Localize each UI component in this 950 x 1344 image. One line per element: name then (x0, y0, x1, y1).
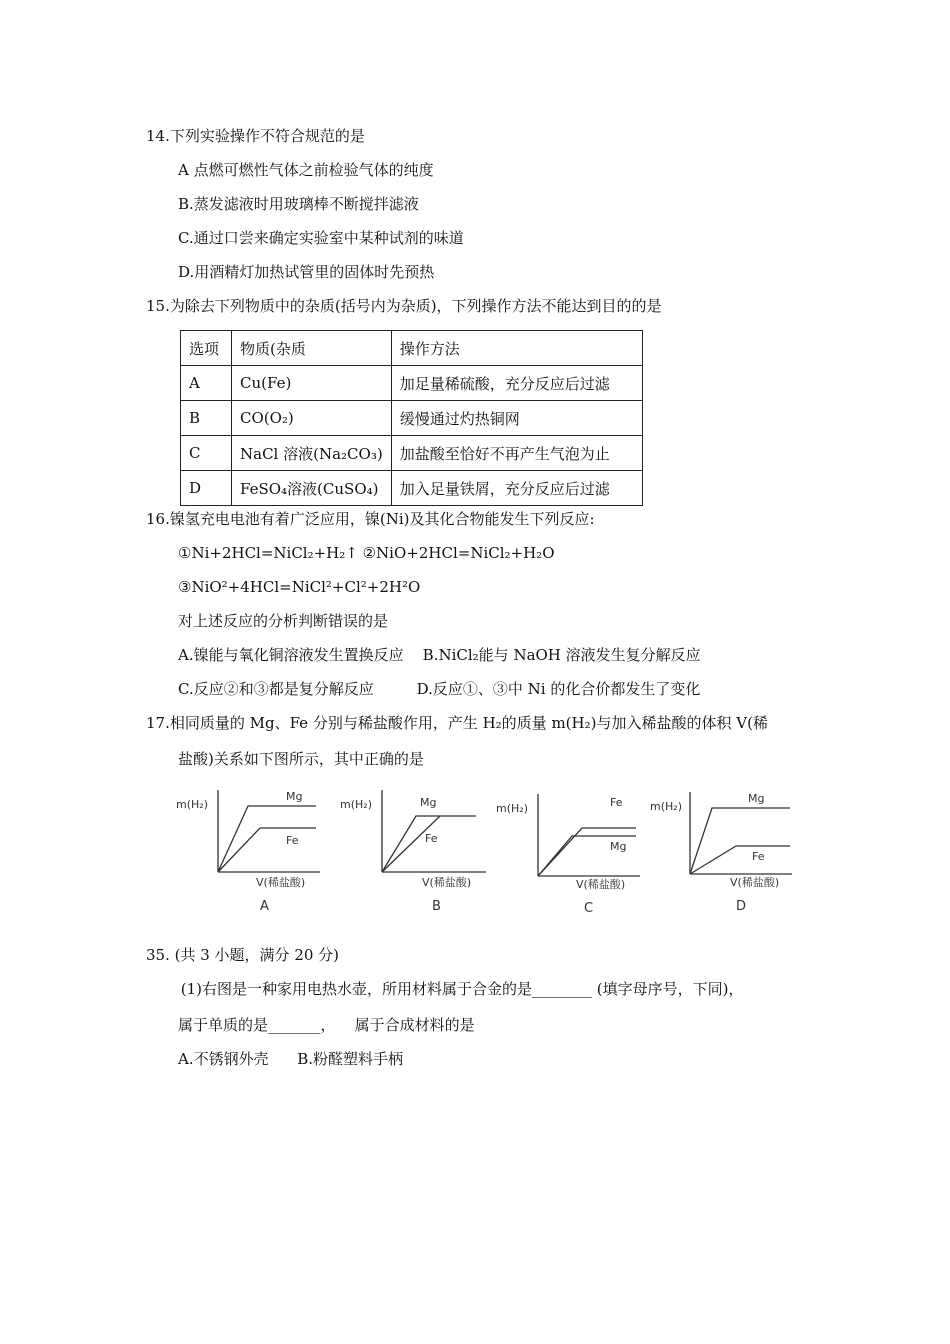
header-option: 选项 (181, 331, 232, 366)
table-row (181, 366, 643, 401)
q14-stem: 14.下列实验操作不符合规范的是 (146, 127, 365, 145)
q16-options-ab: A.镍能与氧化铜溶液发生置换反应 B.NiCl₂能与 NaOH 溶液发生复分解反应 (178, 646, 701, 664)
row-option: B (181, 401, 232, 436)
graph-b-xlabel: V(稀盐酸) (422, 876, 472, 889)
graph-d-bottom-label: Fe (752, 850, 765, 863)
graph-a-ylabel: m(H₂) (176, 798, 208, 811)
graph-c (496, 794, 640, 916)
graph-c-top-label: Fe (610, 796, 623, 809)
q17-stem-1: 17.相同质量的 Mg、Fe 分别与稀盐酸作用，产生 H₂的质量 m(H₂)与加入稀盐酸的体积 V(稀 (146, 714, 768, 732)
row-substance: FeSO₄溶液(CuSO₄) (232, 471, 392, 506)
graph-c-letter: C (584, 901, 594, 916)
graph-d-xlabel: V(稀盐酸) (730, 876, 780, 889)
q16-prompt: 对上述反应的分析判断错误的是 (178, 612, 389, 630)
graph-d-letter: D (736, 899, 747, 914)
q17-graphs-svg (170, 780, 820, 920)
graph-b-bottom-label: Fe (425, 832, 438, 845)
q17-graphs (170, 780, 820, 920)
table-header-row (181, 331, 643, 366)
q16-stem: 16.镍氢充电电池有着广泛应用，镍(Ni)及其化合物能发生下列反应: (146, 510, 595, 528)
header-method: 操作方法 (391, 331, 642, 366)
q16-reaction-2: ③NiO²+4HCl=NiCl²+Cl²+2H²O (178, 578, 421, 596)
q15-table (180, 330, 643, 506)
row-method: 缓慢通过灼热铜网 (391, 401, 642, 436)
q35-part1-line2: 属于单质的是_______， 属于合成材料的是 (178, 1016, 475, 1034)
graph-a-xlabel: V(稀盐酸) (256, 876, 306, 889)
graph-b-ylabel: m(H₂) (340, 798, 372, 811)
q35-stem: 35. (共 3 小题，满分 20 分) (146, 946, 340, 964)
q14-option-a: A 点燃可燃性气体之前检验气体的纯度 (178, 161, 434, 179)
q16-options-cd: C.反应②和③都是复分解反应 D.反应①、③中 Ni 的化合价都发生了变化 (178, 680, 701, 698)
table-row (181, 436, 643, 471)
row-substance: CO(O₂) (232, 401, 392, 436)
graph-c-bottom-label: Mg (610, 840, 627, 853)
graph-c-ylabel: m(H₂) (496, 802, 528, 815)
graph-d-ylabel: m(H₂) (650, 800, 682, 813)
table-row (181, 401, 643, 436)
q17-stem-2: 盐酸)关系如下图所示，其中正确的是 (178, 750, 424, 768)
graph-d-top-label: Mg (748, 792, 765, 805)
header-substance: 物质(杂质 (232, 331, 392, 366)
graph-b-letter: B (432, 899, 441, 914)
graph-a-top-label: Mg (286, 790, 303, 803)
graph-b-top-label: Mg (420, 796, 437, 809)
row-substance: NaCl 溶液(Na₂CO₃) (232, 436, 392, 471)
row-substance: Cu(Fe) (232, 366, 392, 401)
row-option: D (181, 471, 232, 506)
row-method: 加盐酸至恰好不再产生气泡为止 (391, 436, 642, 471)
q15-stem: 15.为除去下列物质中的杂质(括号内为杂质)，下列操作方法不能达到目的的是 (146, 297, 662, 315)
graph-a-bottom-label: Fe (286, 834, 299, 847)
graph-a (176, 790, 320, 914)
q14-option-d: D.用酒精灯加热试管里的固体时先预热 (178, 263, 435, 281)
q35-part1-line1: (1)右图是一种家用电热水壶，所用材料属于合金的是________ (填字母序号，下同)， (176, 980, 744, 998)
q35-options: A.不锈钢外壳 B.粉醛塑料手柄 (178, 1050, 404, 1068)
q14-option-c: C.通过口尝来确定实验室中某种试剂的味道 (178, 229, 464, 247)
graph-a-letter: A (260, 899, 269, 914)
row-method: 加足量稀硫酸，充分反应后过滤 (391, 366, 642, 401)
row-option: A (181, 366, 232, 401)
graph-b (340, 790, 486, 914)
row-option: C (181, 436, 232, 471)
graph-c-xlabel: V(稀盐酸) (576, 878, 626, 891)
graph-d (650, 792, 792, 914)
q14-option-b: B.蒸发滤液时用玻璃棒不断搅拌滤液 (178, 195, 419, 213)
q16-reaction-1: ①Ni+2HCl=NiCl₂+H₂↑ ②NiO+2HCl=NiCl₂+H₂O (178, 544, 555, 562)
row-method: 加入足量铁屑，充分反应后过滤 (391, 471, 642, 506)
table-row (181, 471, 643, 506)
